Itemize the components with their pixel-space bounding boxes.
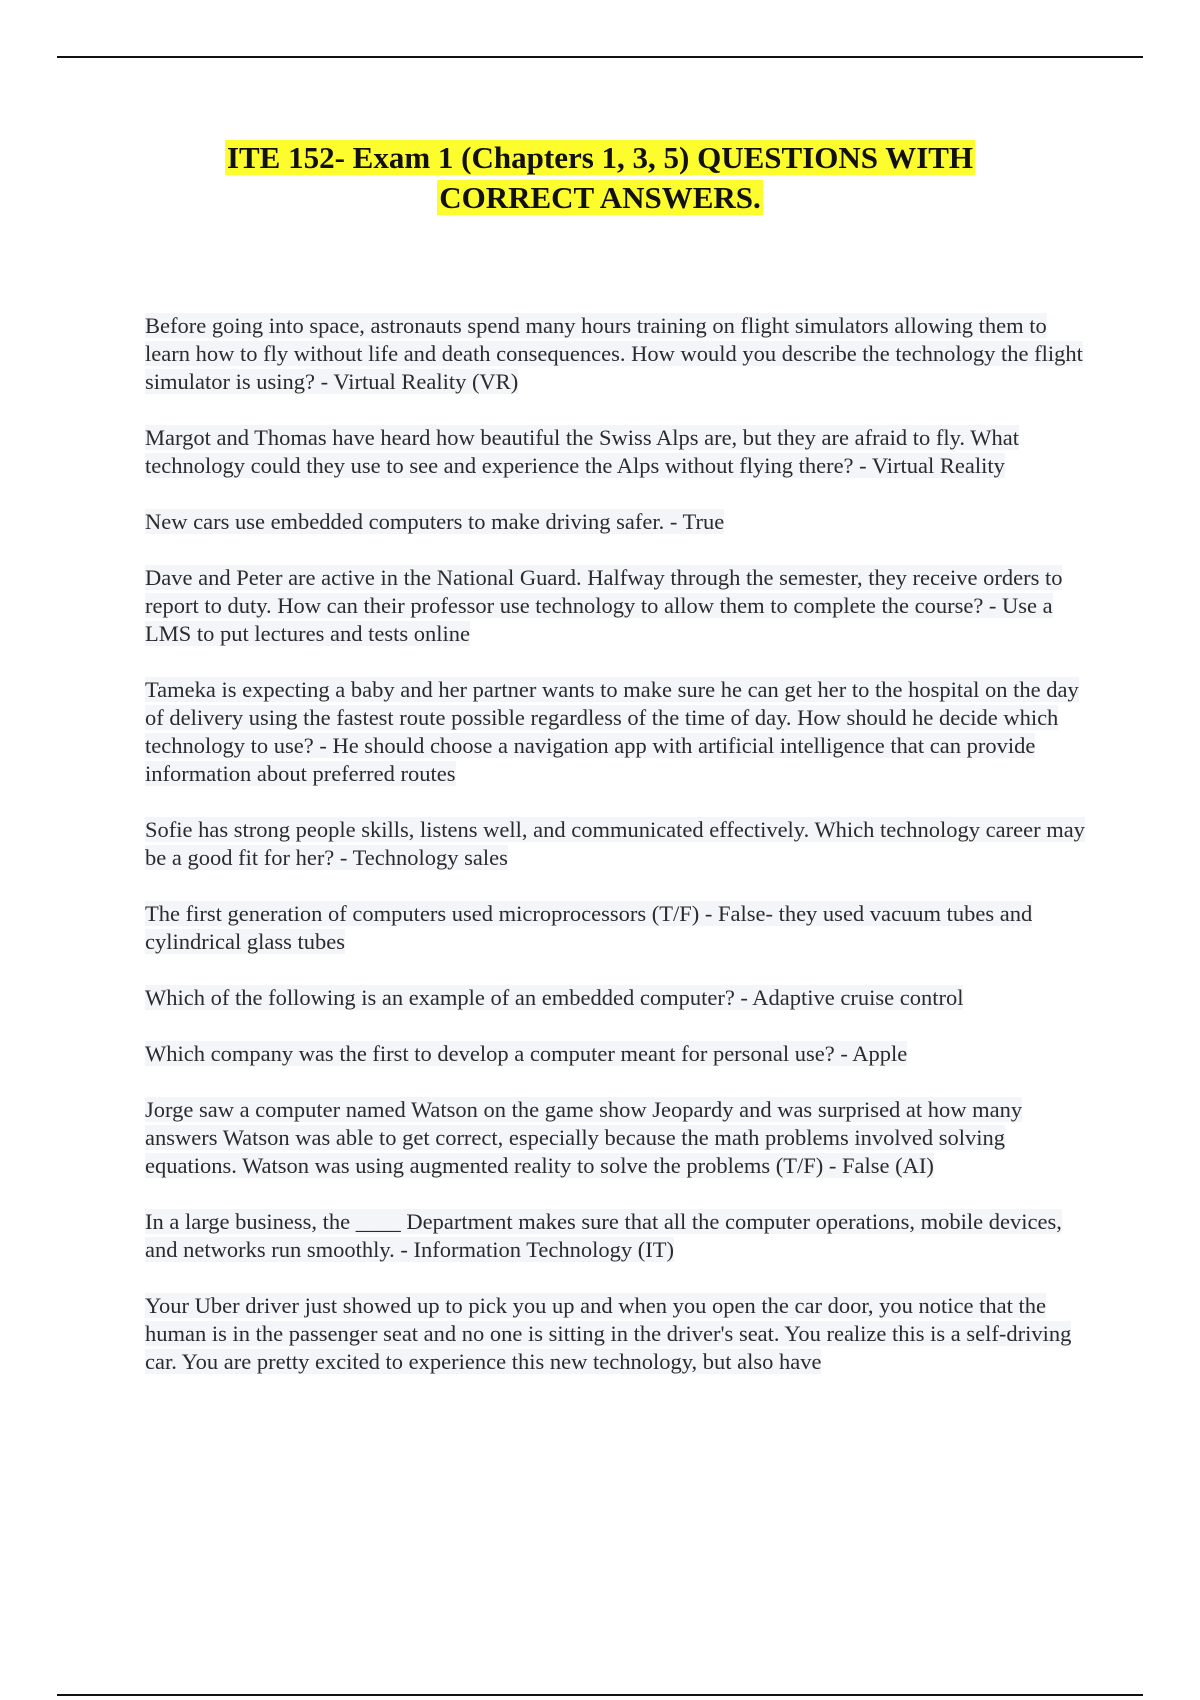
- bottom-rule: [57, 1694, 1143, 1696]
- top-rule: [57, 56, 1143, 58]
- qa-item: Which company was the first to develop a computer meant for personal use? - Apple: [145, 1041, 908, 1066]
- question-answer-list: [145, 312, 1095, 1404]
- qa-item: Your Uber driver just showed up to pick you up and when you open the car door, you notice that the human is in the passenger seat and no one is sitting in the driver's seat. You realize this is a self-driving car. You are pretty excited to experience this new technology, but also have: [145, 1293, 1072, 1374]
- document-title: [100, 138, 1100, 218]
- qa-item: Before going into space, astronauts spend many hours training on flight simulators allowing them to learn how to fly without life and death consequences. How would you describe the technology the flight simulator is using? - Virtual Reality (VR): [145, 313, 1083, 394]
- qa-item: Dave and Peter are active in the National Guard. Halfway through the semester, they receive orders to report to duty. How can their professor use technology to allow them to complete the course? - Use a LMS to put lectures and tests online: [145, 565, 1063, 646]
- qa-item: Sofie has strong people skills, listens well, and communicated effectively. Which technology career may be a good fit for her? - Technology sales: [145, 817, 1085, 870]
- title-line-1: ITE 152- Exam 1 (Chapters 1, 3, 5) QUESTIONS WITH: [226, 140, 974, 175]
- qa-item: Jorge saw a computer named Watson on the game show Jeopardy and was surprised at how many answers Watson was able to get correct, especially because the math problems involved solving equations. Watson was using augmented reality to solve the problems (T/F) - False (AI): [145, 1097, 1023, 1178]
- qa-item: Tameka is expecting a baby and her partner wants to make sure he can get her to the hospital on the day of delivery using the fastest route possible regardless of the time of day. How should he decide which technology to use? - He should choose a navigation app with artificial intelligence that can provide information about preferred routes: [145, 677, 1079, 786]
- qa-item: New cars use embedded computers to make driving safer. - True: [145, 509, 725, 534]
- qa-item: Margot and Thomas have heard how beautiful the Swiss Alps are, but they are afraid to fly. What technology could they use to see and experience the Alps without flying there? - Virtual Reality: [145, 425, 1019, 478]
- title-line-2: CORRECT ANSWERS.: [439, 180, 761, 215]
- qa-item: In a large business, the ____ Department makes sure that all the computer operations, mobile devices, and networks run smoothly. - Information Technology (IT): [145, 1209, 1062, 1262]
- qa-item: The first generation of computers used microprocessors (T/F) - False- they used vacuum tubes and cylindrical glass tubes: [145, 901, 1033, 954]
- qa-item: Which of the following is an example of an embedded computer? - Adaptive cruise control: [145, 985, 964, 1010]
